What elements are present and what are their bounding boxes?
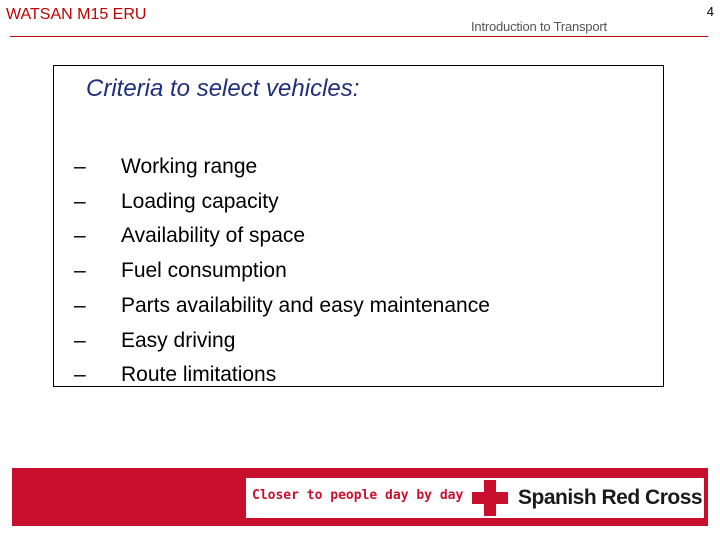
list-item-text: Loading capacity	[121, 189, 279, 213]
list-item	[74, 150, 490, 185]
brand-name: Spanish Red Cross	[518, 486, 703, 509]
page-number: 4	[706, 4, 714, 19]
list-item-text: Fuel consumption	[121, 259, 287, 283]
bullet-dash: –	[74, 224, 86, 248]
footer-slogan: Closer to people day by day	[252, 488, 464, 503]
content-box	[53, 65, 664, 387]
list-item	[74, 254, 490, 289]
list-item-text: Working range	[121, 155, 258, 178]
red-cross-icon	[472, 480, 508, 516]
list-item	[74, 324, 490, 359]
bullet-dash: –	[74, 328, 86, 352]
list-item	[74, 358, 490, 393]
footer-banner	[12, 468, 708, 526]
bullet-dash: –	[74, 363, 86, 387]
bullet-dash: –	[74, 155, 86, 178]
header-left-title: WATSAN M15 ERU	[6, 6, 147, 23]
list-item	[74, 185, 490, 220]
bullet-dash: –	[74, 189, 86, 213]
header-divider	[10, 36, 708, 37]
header-right-title: Introduction to Transport	[471, 19, 607, 34]
list-item-text: Parts availability and easy maintenance	[121, 293, 490, 317]
list-item-text: Availability of space	[121, 224, 306, 248]
list-item-text: Route limitations	[121, 363, 277, 387]
slide-title: Criteria to select vehicles:	[86, 75, 360, 102]
bullet-dash: –	[74, 259, 86, 283]
footer-logo-panel	[246, 478, 704, 518]
bullet-dash: –	[74, 293, 86, 317]
list-item-text: Easy driving	[121, 328, 236, 352]
list-item	[74, 289, 490, 324]
criteria-list	[74, 150, 490, 393]
list-item	[74, 219, 490, 254]
